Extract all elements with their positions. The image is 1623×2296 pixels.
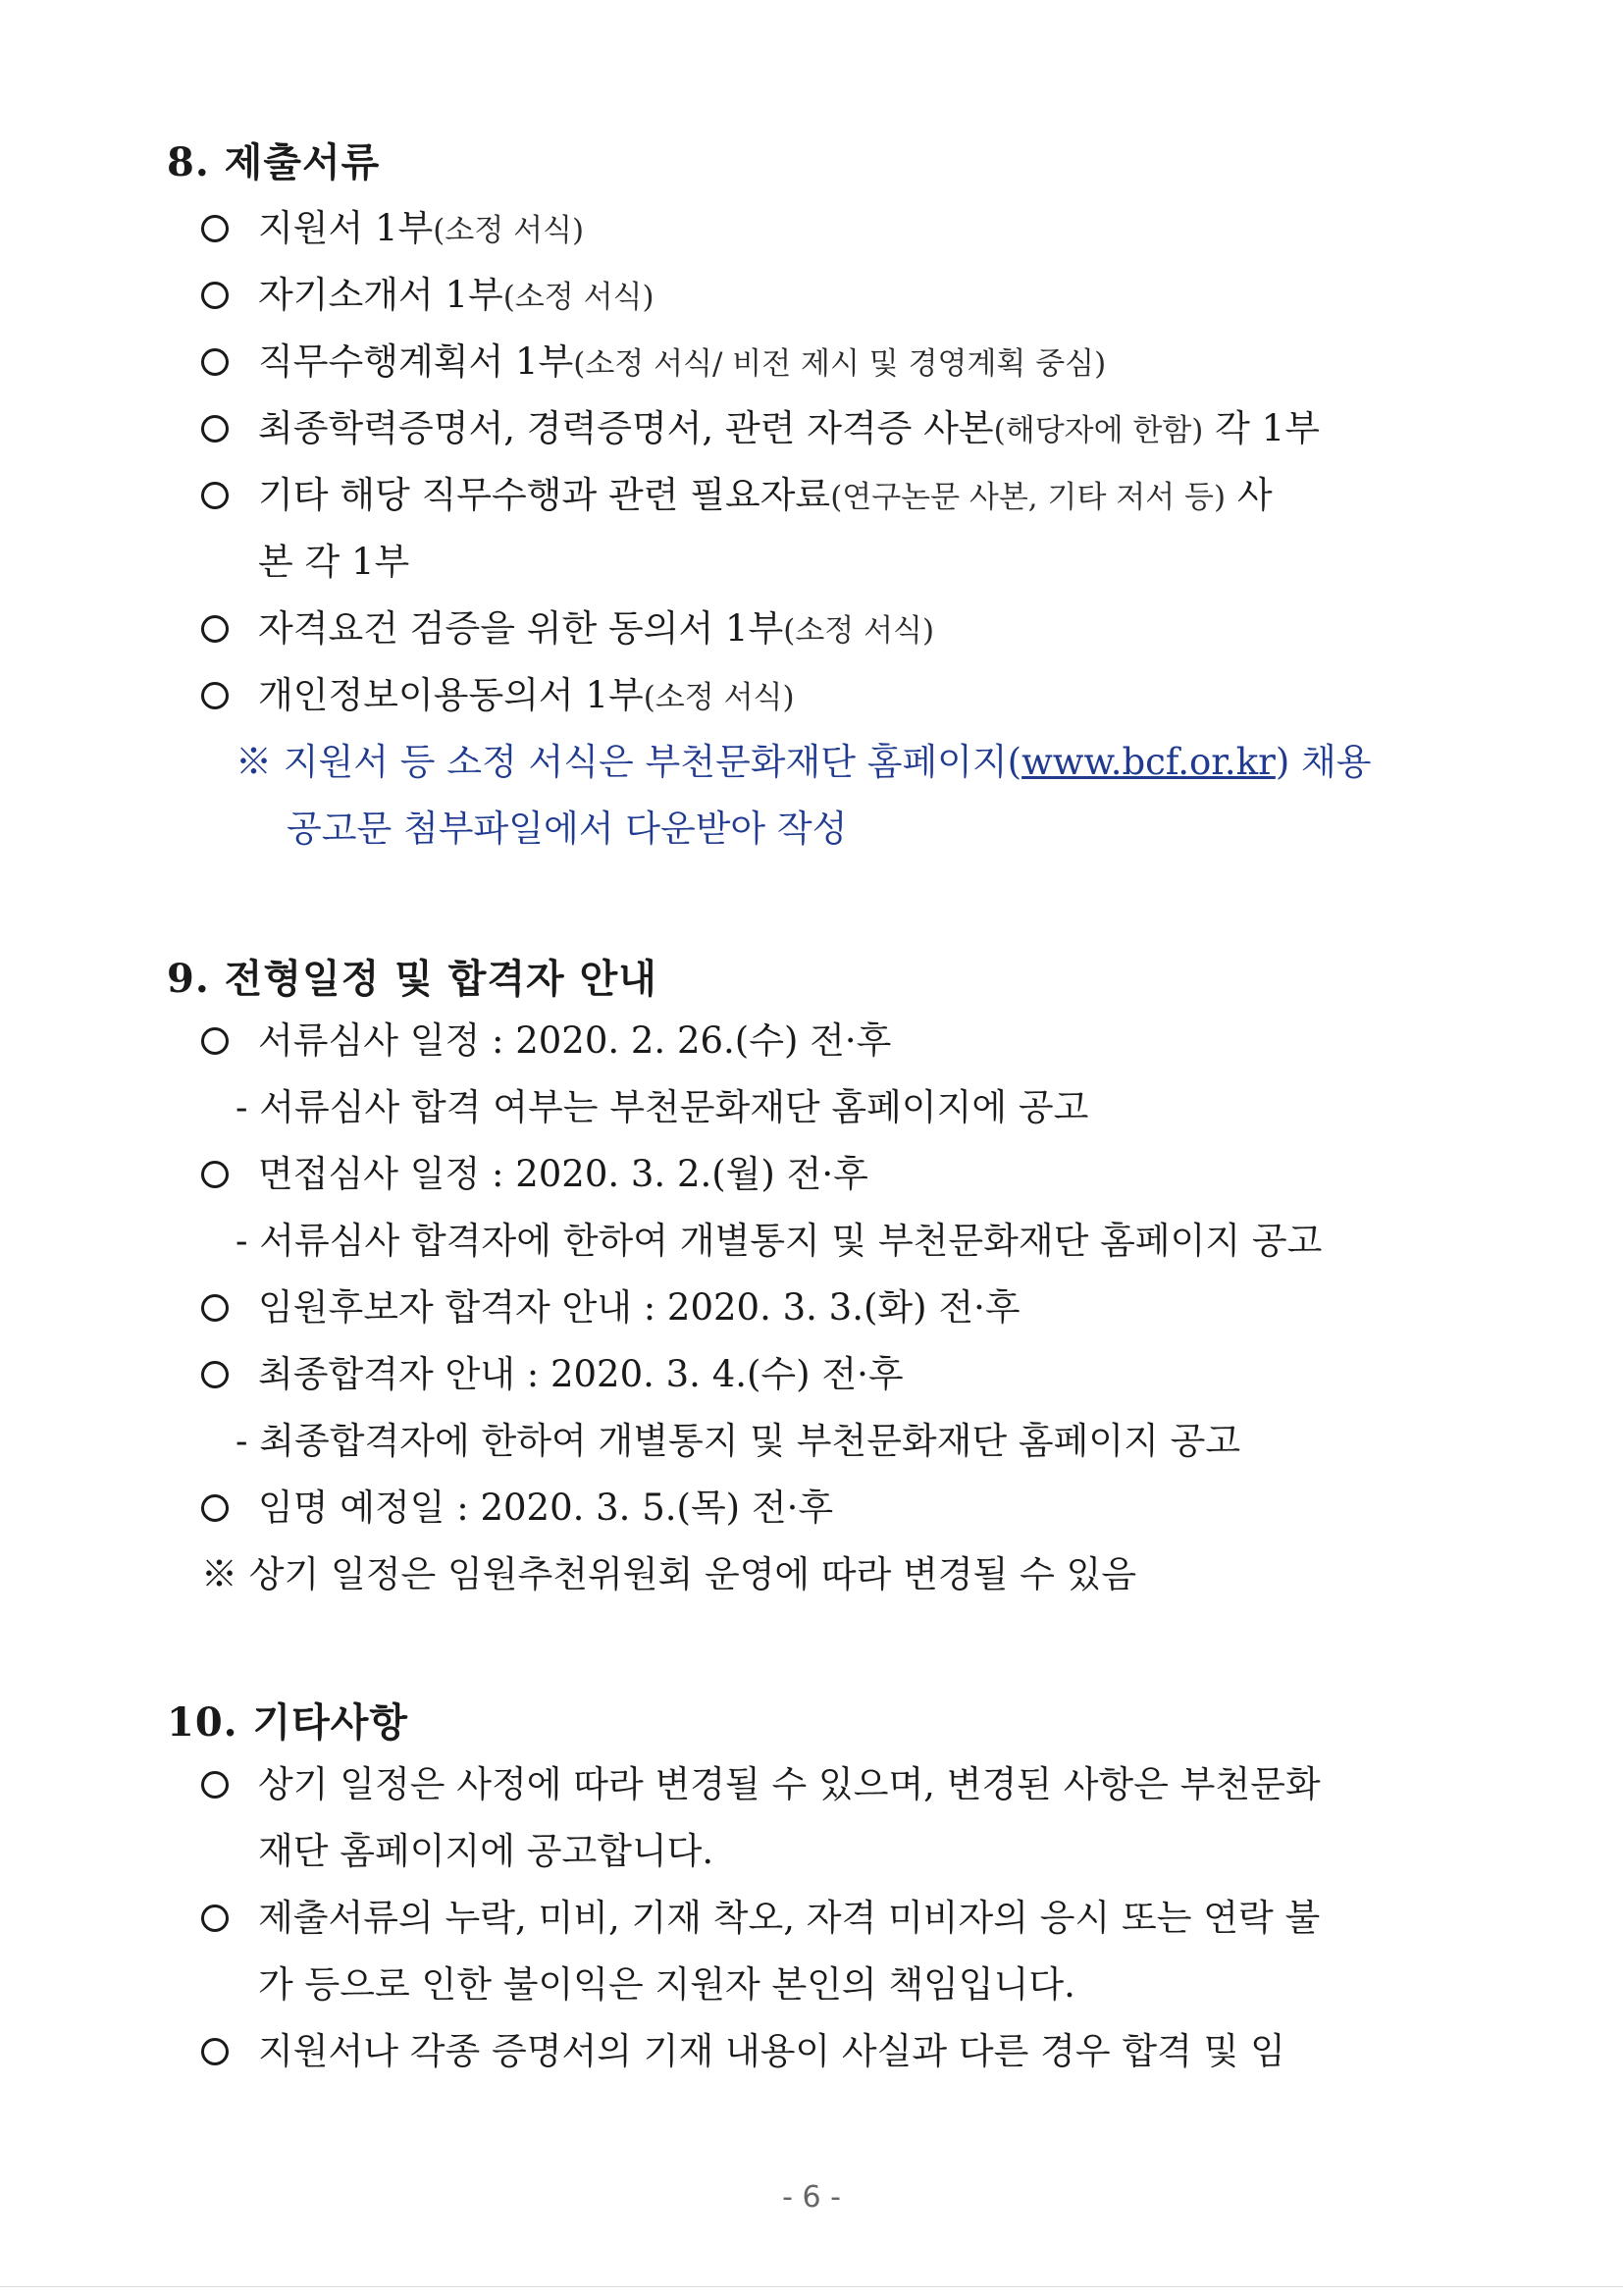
website-link[interactable]: www.bcf.or.kr [1021, 741, 1276, 783]
list-item-continuation: 재단 홈페이지에 공고합니다. [258, 1830, 714, 1872]
section-9-heading: 9. 전형일정 및 합격자 안내 [167, 956, 657, 1002]
item-text: 기타 해당 직무수행과 관련 필요자료 [258, 474, 831, 516]
note-text-tail: ) 채용 [1275, 741, 1372, 783]
item-text: 면접심사 일정 : 2020. 3. 2.(월) 전·후 [258, 1153, 868, 1195]
item-text: 최종합격자 안내 : 2020. 3. 4.(수) 전·후 [258, 1353, 904, 1395]
item-text: 서류심사 일정 : 2020. 2. 26.(수) 전·후 [258, 1019, 892, 1062]
item-text: 제출서류의 누락, 미비, 기재 착오, 자격 미비자의 응시 또는 연락 불 [258, 1897, 1321, 1939]
item-text: 임원후보자 합격자 안내 : 2020. 3. 3.(화) 전·후 [258, 1286, 1021, 1329]
item-tail: 사 [1226, 474, 1273, 516]
item-text: 자격요건 검증을 위한 동의서 1부 [258, 607, 784, 650]
section-10-heading: 10. 기타사항 [167, 1699, 409, 1746]
section-8-heading: 8. 제출서류 [167, 139, 381, 185]
item-note: (소정 서식/ 비전 제시 및 경영계획 중심) [573, 346, 1107, 382]
list-subitem: - 서류심사 합격 여부는 부천문화재단 홈페이지에 공고 [236, 1086, 1089, 1128]
page-edge-divider [0, 2286, 1623, 2287]
form-notice-continuation: 공고문 첨부파일에서 다운받아 작성 [287, 808, 848, 850]
list-item-continuation: 가 등으로 인한 불이익은 지원자 본인의 책임입니다. [258, 1963, 1075, 2006]
item-text: 직무수행계획서 1부 [258, 340, 574, 383]
item-text: 임명 예정일 : 2020. 3. 5.(목) 전·후 [258, 1487, 834, 1529]
list-item-continuation: 본 각 1부 [258, 541, 410, 583]
item-note: (소정 서식) [783, 613, 935, 649]
item-note: (소정 서식) [433, 213, 585, 248]
form-notice [236, 741, 1372, 783]
list-subitem: - 최종합격자에 한하여 개별통지 및 부천문화재단 홈페이지 공고 [236, 1420, 1241, 1462]
item-note: (소정 서식) [502, 280, 654, 315]
item-text: 지원서나 각종 증명서의 기재 내용이 사실과 다른 경우 합격 및 임 [258, 2030, 1285, 2072]
item-text: 상기 일정은 사정에 따라 변경될 수 있으며, 변경된 사항은 부천문화 [258, 1763, 1321, 1805]
page-number: - 6 - [782, 2180, 841, 2215]
schedule-note: ※ 상기 일정은 임원추천위원회 운영에 따라 변경될 수 있음 [201, 1553, 1137, 1595]
item-note: (해당자에 한함) [993, 413, 1204, 448]
item-text: 개인정보이용동의서 1부 [258, 674, 644, 716]
item-note: (소정 서식) [643, 680, 795, 715]
item-text: 자기소개서 1부 [258, 274, 503, 316]
item-text: 최종학력증명서, 경력증명서, 관련 자격증 사본 [258, 407, 994, 449]
list-subitem: - 서류심사 합격자에 한하여 개별통지 및 부천문화재단 홈페이지 공고 [236, 1220, 1323, 1262]
item-note: (연구논문 사본, 기타 저서 등) [830, 480, 1227, 515]
item-tail: 각 1부 [1203, 407, 1320, 449]
note-text: 지원서 등 소정 서식은 부천문화재단 홈페이지( [283, 741, 1022, 783]
note-symbol: ※ [236, 741, 272, 783]
item-text: 지원서 1부 [258, 207, 434, 249]
